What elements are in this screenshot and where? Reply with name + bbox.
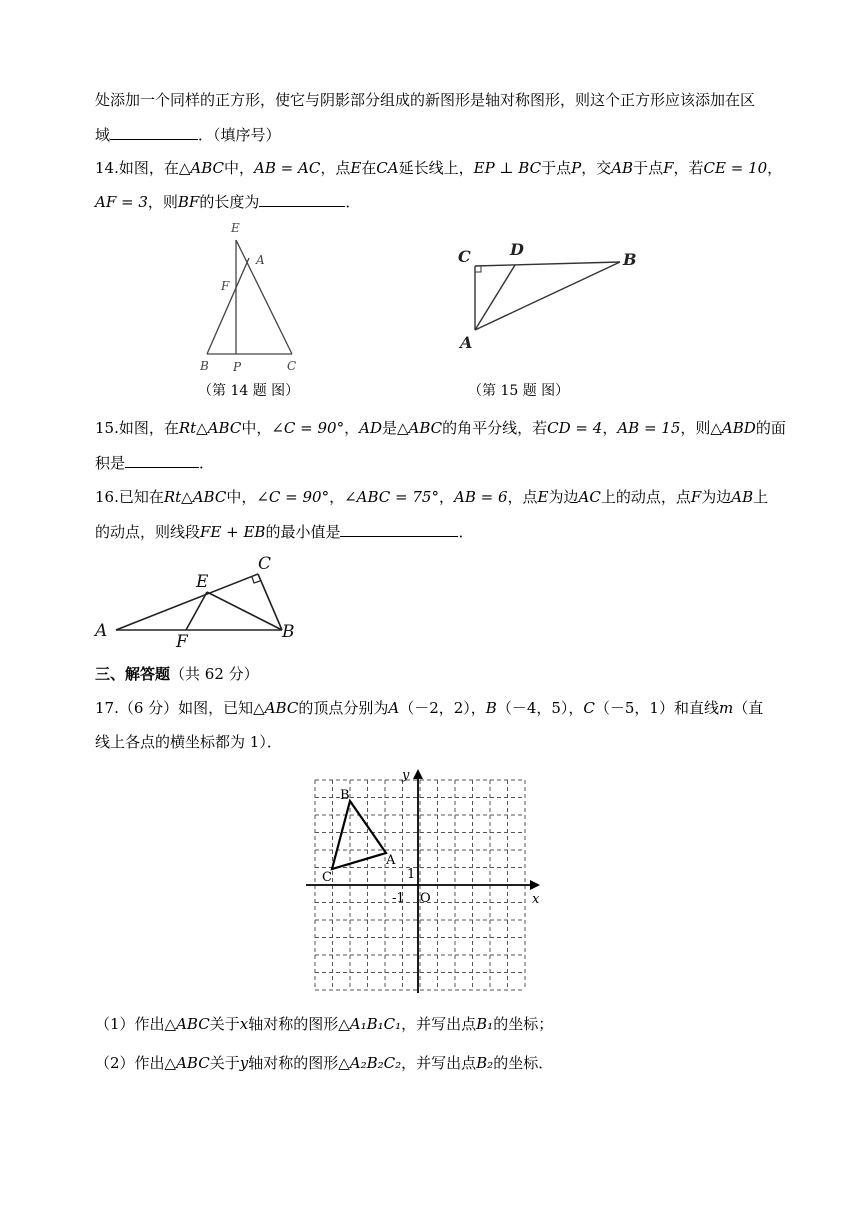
- q15-text: 的面: [755, 419, 786, 437]
- q13-text: ．（填序号）: [198, 126, 281, 144]
- q16-text: 中，: [226, 488, 257, 506]
- q16-text: 上: [753, 488, 769, 506]
- q14-math: P: [571, 159, 582, 177]
- q13-text: 域: [95, 126, 111, 144]
- q17-text: （－2，2），: [399, 699, 486, 717]
- q15-math: △ABD: [710, 419, 756, 437]
- q14-text: 14.如图，在: [95, 159, 179, 177]
- figure-14-caption: （第 14 题 图）: [198, 383, 300, 399]
- q14-math: AB = AC: [254, 159, 321, 177]
- answer-blank[interactable]: [259, 191, 345, 207]
- q17-math: B: [485, 699, 497, 717]
- q14-math: F: [663, 159, 674, 177]
- q17-text: 轴对称的图形: [248, 1015, 339, 1033]
- q15-text: ，: [344, 419, 360, 437]
- q17-text: ，并写出点: [401, 1054, 477, 1072]
- q14-line-2: [95, 191, 360, 212]
- q17-math: C: [583, 699, 595, 717]
- q14-text: 于点: [541, 159, 572, 177]
- q17-text: （－5，1）和直线: [594, 699, 719, 717]
- q15-math: CD = 4: [547, 419, 603, 437]
- section-score: （共 62 分）: [170, 665, 259, 683]
- section-title: 三、解答题: [95, 665, 171, 683]
- q16-text: ．: [458, 523, 474, 541]
- q14-line-1: [95, 158, 782, 178]
- figure-15: [455, 238, 645, 358]
- y-axis-arrow: [413, 769, 423, 779]
- q16-math: Rt△ABC: [163, 488, 227, 506]
- q15-math: Rt△ABC: [178, 419, 242, 437]
- q16-text: 为边: [548, 488, 579, 506]
- q17-text: （－4，5），: [496, 699, 584, 717]
- answer-blank[interactable]: [110, 124, 198, 140]
- q17-text: 的坐标．: [493, 1054, 554, 1072]
- q14-math: AB: [611, 159, 634, 177]
- q16-math: E: [537, 488, 549, 506]
- label-neg-one: -1: [392, 891, 405, 906]
- q17-math: △ABC: [253, 699, 299, 717]
- label-d: D: [510, 240, 524, 259]
- q17-math: △ABC: [164, 1015, 210, 1033]
- q15-text: 的角平分线，若: [442, 419, 548, 437]
- answer-blank[interactable]: [125, 452, 199, 468]
- right-angle-mark: [252, 577, 260, 583]
- figure-16: [92, 550, 312, 650]
- q14-text: 中，: [224, 159, 255, 177]
- q16-line-1: [95, 487, 768, 507]
- q13-line-2: [95, 124, 281, 145]
- q17-text: 的顶点分别为: [298, 699, 389, 717]
- q16-text: 16.已知在: [95, 488, 164, 506]
- q17-text: ，并写出点: [401, 1015, 477, 1033]
- q14-math: CE = 10: [703, 159, 768, 177]
- q16-math: AB = 6: [454, 488, 508, 506]
- q14-math: BF: [177, 193, 200, 211]
- segment-ba: [207, 258, 249, 354]
- figure-15-caption: （第 15 题 图）: [468, 383, 570, 399]
- triangle-abc: [332, 801, 386, 869]
- segment-cb: [258, 574, 282, 630]
- q16-math: ∠ABC = 75°: [344, 488, 439, 506]
- q15-math: △ABC: [396, 419, 443, 437]
- q17-text: （1）作出: [95, 1015, 165, 1033]
- q17-math: B₁: [476, 1015, 494, 1033]
- label-a: A: [460, 333, 473, 352]
- q16-text: ，: [329, 488, 345, 506]
- q17-math: A: [388, 699, 400, 717]
- label-b: B: [200, 359, 209, 373]
- segment-ab: [475, 262, 620, 330]
- label-f: F: [221, 279, 230, 293]
- q13-line-1: [95, 90, 755, 110]
- segment-eb: [207, 592, 282, 630]
- q17-math: x: [239, 1015, 249, 1033]
- label-p: P: [233, 360, 242, 374]
- q17-coordinate-grid: [300, 765, 550, 1000]
- q15-text: 是: [381, 419, 397, 437]
- right-angle-mark: [475, 266, 481, 272]
- label-a: A: [95, 621, 108, 641]
- q15-text: ，: [602, 419, 618, 437]
- q17-text: （直: [733, 699, 764, 717]
- q16-text: ，: [438, 488, 454, 506]
- q17-text: 关于: [209, 1015, 240, 1033]
- q17-text: 线上各点的横坐标都为 1）．: [95, 733, 282, 751]
- label-b: B: [623, 250, 637, 269]
- q14-math: CA: [376, 159, 399, 177]
- q15-line-1: [95, 418, 786, 438]
- q16-text: 上的动点，点: [600, 488, 691, 506]
- label-x: x: [532, 892, 540, 907]
- q17-math: m: [718, 699, 734, 717]
- q16-math: AC: [578, 488, 601, 506]
- q16-line-2: [95, 521, 473, 542]
- answer-blank[interactable]: [340, 521, 458, 537]
- q16-text: 为边: [701, 488, 732, 506]
- label-c: C: [258, 554, 272, 574]
- label-b: B: [340, 788, 350, 803]
- q17-math: △ABC: [164, 1054, 210, 1072]
- q16-text: ，点: [507, 488, 538, 506]
- x-axis-arrow: [530, 880, 540, 890]
- q17-math: y: [239, 1054, 249, 1072]
- q16-math: F: [690, 488, 702, 506]
- q17-part-2: [95, 1053, 553, 1073]
- q14-text: ，: [767, 159, 783, 177]
- q17-text: （2）作出: [95, 1054, 165, 1072]
- q14-text: 在: [361, 159, 377, 177]
- q15-text: 中，: [241, 419, 272, 437]
- q17-line-2: [95, 732, 282, 752]
- q15-line-2: [95, 452, 214, 473]
- q14-math: △ABC: [178, 159, 225, 177]
- figure-14: [195, 218, 305, 378]
- label-a: A: [256, 253, 265, 267]
- q14-text: 的长度为: [199, 193, 260, 211]
- q17-text: 关于: [209, 1054, 240, 1072]
- q17-math: B₂: [476, 1054, 494, 1072]
- label-c: C: [458, 247, 471, 266]
- q17-text: 轴对称的图形: [248, 1054, 339, 1072]
- label-origin: O: [420, 891, 431, 906]
- q14-text: ，若: [673, 159, 704, 177]
- q14-text: 于点: [633, 159, 664, 177]
- q15-text: ，则: [680, 419, 711, 437]
- label-c: C: [287, 359, 297, 373]
- q15-math: AD: [359, 419, 382, 437]
- q14-math: E: [350, 159, 362, 177]
- segment-cb: [475, 262, 620, 266]
- q14-text: ．: [345, 193, 361, 211]
- label-a: A: [386, 853, 396, 868]
- label-c: C: [322, 870, 332, 885]
- q15-math: AB = 15: [617, 419, 681, 437]
- label-one: 1: [407, 867, 416, 882]
- q14-math: EP ⊥ BC: [473, 159, 542, 177]
- q17-math: △A₂B₂C₂: [338, 1054, 402, 1072]
- section-3-heading: [95, 664, 259, 684]
- label-b: B: [282, 622, 295, 642]
- segment-ac: [116, 574, 258, 630]
- q15-text: 15.如图，在: [95, 419, 179, 437]
- label-f: F: [176, 632, 188, 652]
- q17-text: 的坐标；: [493, 1015, 554, 1033]
- label-e: E: [231, 221, 240, 235]
- q14-math: AF = 3: [95, 193, 148, 211]
- q14-text: ，交: [581, 159, 612, 177]
- q16-math: ∠C = 90°: [256, 488, 330, 506]
- q14-text: ，则: [147, 193, 178, 211]
- q16-math: FE + EB: [200, 523, 266, 541]
- q15-text: ．: [199, 454, 215, 472]
- q15-text: 积是: [95, 454, 126, 472]
- q14-text: ，点: [320, 159, 351, 177]
- q17-math: △A₁B₁C₁: [338, 1015, 402, 1033]
- label-e: E: [196, 572, 209, 592]
- q13-text: 处添加一个同样的正方形，使它与阴影部分组成的新图形是轴对称图形，则这个正方形应该添加在区: [95, 91, 756, 109]
- label-y: y: [402, 768, 410, 783]
- q17-text: 17.（6 分）如图，已知: [95, 699, 254, 717]
- q14-text: 延长线上，: [398, 159, 474, 177]
- q16-text: 的动点，则线段: [95, 523, 201, 541]
- q15-math: ∠C = 90°: [271, 419, 345, 437]
- q16-text: 的最小值是: [265, 523, 341, 541]
- q17-part-1: [95, 1014, 553, 1034]
- q16-math: AB: [731, 488, 754, 506]
- q17-line-1: [95, 698, 763, 718]
